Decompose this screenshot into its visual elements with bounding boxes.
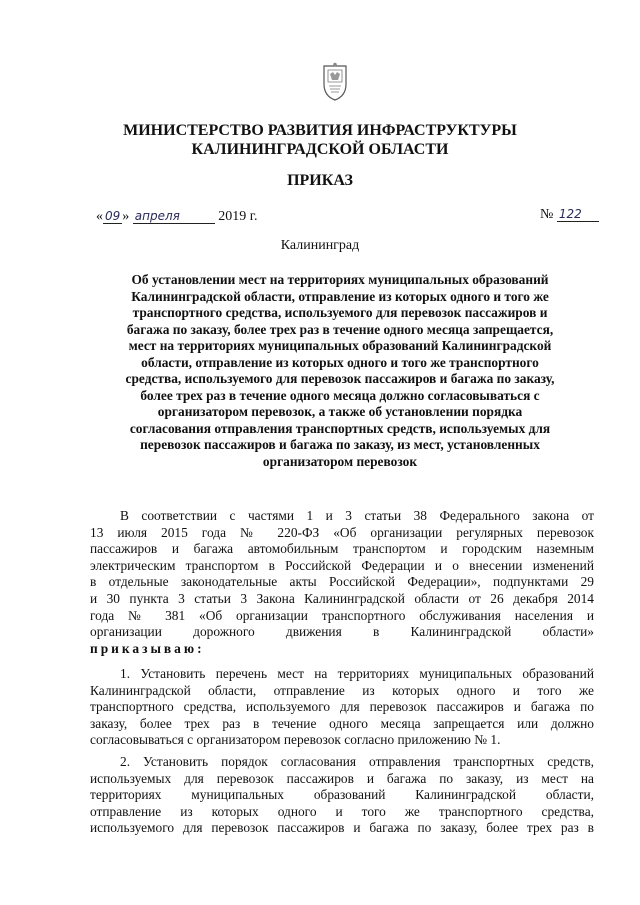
- heading-line: более трех раз в течение одного месяца должно согласовываться с: [140, 387, 540, 403]
- item-1-paragraph: [90, 666, 594, 749]
- date-month: апреля: [133, 209, 215, 224]
- preamble-line: в отдельные законодательные акты Российской Федерации», подпунктами 29: [90, 574, 594, 590]
- heading-line: организатором перевозок, а также об установлении порядка: [157, 404, 523, 419]
- item-2-line: используемого для перевозок пассажиров и багажа по заказу, более трех раз в: [90, 820, 594, 836]
- heading-line: мест на территориях муниципальных образований Калининградской: [128, 338, 552, 353]
- preamble-line: и 30 пункта 3 статьи 3 Закона Калининградской области от 26 декабря 2014: [90, 590, 594, 606]
- preamble-line: электрическим транспортом в Российской Федерации и о внесении изменений: [90, 557, 594, 573]
- preamble-line: пассажиров и багажа автомобильным транспортом и городским наземным: [90, 541, 594, 557]
- item-1-line: согласовываться с организатором перевозок согласно приложению № 1.: [90, 732, 501, 748]
- preamble-line: 13 июля 2015 года № 220-ФЗ «Об организации регулярных перевозок: [90, 524, 594, 540]
- date-open-quote: «: [96, 209, 103, 224]
- item-2-line: территориях муниципальных образований Калининградской области,: [90, 787, 594, 803]
- date-close-quote: »: [122, 209, 130, 224]
- preamble-line: года № 381 «Об организации транспортного обслуживания населения и: [90, 607, 594, 623]
- item-2-line: используемых для перевозок пассажиров и багажа по заказу, из мест на: [90, 770, 594, 786]
- order-number: [540, 207, 599, 223]
- city-name: Калининград: [280, 238, 360, 253]
- preamble-paragraph: [90, 508, 594, 657]
- preamble-line: В соответствии с частями 1 и 3 статьи 38 Федерального закона от: [120, 508, 594, 523]
- heading-line: области, отправление из которых одного и того же транспортного: [141, 354, 539, 370]
- ministry-name-line1: МИНИСТЕРСТВО РАЗВИТИЯ ИНФРАСТРУКТУРЫ: [123, 122, 517, 139]
- document-heading: [96, 272, 584, 470]
- heading-line: организатором перевозок: [262, 453, 418, 469]
- heading-line: перевозок пассажиров и багажа по заказу, из мест, установленных: [140, 437, 540, 452]
- item-1-line: транспортного средства, используемого для перевозок пассажиров и багажа по: [90, 699, 594, 715]
- preamble-line: организации дорожного движения в Калининградской области»: [90, 624, 594, 640]
- heading-line: багажа по заказу, более трех раз в течение одного месяца запрещается,: [126, 321, 554, 337]
- heading-line: средства, используемого для перевозок пассажиров и багажа по заказу,: [125, 371, 555, 386]
- item-1-line: 1. Установить перечень мест на территориях муниципальных образований: [120, 666, 594, 681]
- item-2-line: 2. Установить порядок согласования отправления транспортных средств,: [120, 754, 594, 769]
- ministry-name-line2: КАЛИНИНГРАДСКОЙ ОБЛАСТИ: [191, 141, 449, 158]
- coat-of-arms-icon: [318, 62, 352, 102]
- number-label: №: [540, 207, 554, 222]
- heading-line: Об установлении мест на территориях муниципальных образований: [131, 272, 549, 287]
- heading-line: транспортного средства, используемого для перевозок пассажиров и: [132, 305, 548, 320]
- heading-line: Калининградской области, отправление из которых одного и того же: [131, 288, 549, 304]
- item-1-line: Калининградской области, отправление из которых одного и того же: [90, 682, 594, 698]
- number-value: 122: [557, 207, 599, 222]
- item-1-line: заказу, более трех раз в течение одного месяца запрещается или должно: [90, 715, 594, 731]
- date-day: 09: [105, 209, 121, 223]
- item-2-line: отправление из которых одного и того же транспортного средства,: [90, 803, 594, 819]
- item-2-paragraph: [90, 754, 594, 837]
- heading-line: согласования отправления транспортных средств, используемых для: [129, 420, 551, 436]
- order-date: [96, 209, 257, 225]
- date-year: 2019 г.: [218, 209, 258, 224]
- order-title: ПРИКАЗ: [287, 172, 353, 189]
- order-command: приказываю:: [90, 640, 205, 656]
